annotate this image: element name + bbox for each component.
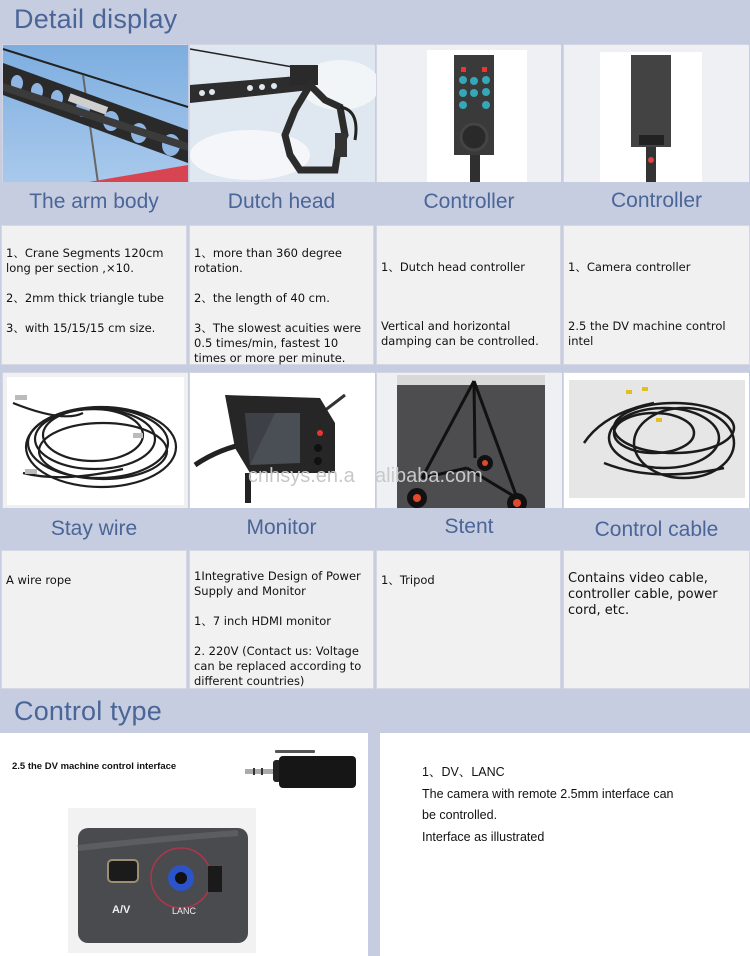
stay-wire-image — [2, 372, 187, 508]
watermark-text: alibaba.com — [375, 465, 483, 487]
control-type-line: The camera with remote 2.5mm interface can — [422, 786, 674, 801]
lanc-port-label: LANC — [172, 906, 197, 916]
detail-row-2 — [0, 370, 750, 692]
interface-caption: 2.5 the DV machine control interface — [12, 761, 177, 772]
control-type-description-panel — [380, 733, 750, 956]
stent-image — [376, 372, 561, 508]
item-title: Stent — [375, 508, 563, 550]
item-description: 1、Camera controller 2.5 the DV machine control intel — [563, 225, 750, 365]
interface-illustration-panel — [0, 733, 368, 956]
item-description: A wire rope — [1, 550, 187, 689]
item-description: 1、Dutch head controller Vertical and horizontal damping can be controlled. — [376, 225, 561, 365]
item-description: 1、more than 360 degree rotation. 2、the length of 40 cm. 3、The slowest acuities were 0.5 times/min, fastest 10 times or more per minute. — [189, 225, 374, 365]
item-title: Control cable — [563, 508, 750, 550]
av-port-label: A/V — [112, 904, 131, 916]
item-description: 1、Tripod — [376, 550, 561, 689]
item-description: 1Integrative Design of Power Supply and Monitor 1、7 inch HDMI monitor 2. 220V (Contact us: Voltage can be replaced according to different countries) — [189, 550, 374, 689]
section-title: Detail display — [14, 4, 178, 34]
lanc-port-image — [68, 808, 256, 953]
item-title: The arm body — [0, 182, 188, 222]
controller-image-1 — [376, 44, 560, 182]
monitor-image — [189, 372, 374, 508]
item-description: 1、Crane Segments 120cm long per section ,×10. 2、2mm thick triangle tube 3、with 15/15/15 cm size. — [1, 225, 187, 365]
detail-row-1 — [0, 42, 750, 367]
controller-image-2 — [563, 44, 748, 182]
item-title: Controller — [563, 182, 750, 220]
control-type-line: Interface as illustrated — [422, 829, 545, 844]
item-title: Dutch head — [188, 182, 375, 222]
control-type-line: 1、DV、LANC — [422, 765, 505, 779]
jack-plug-image — [245, 750, 360, 795]
arm-body-image — [2, 44, 187, 182]
watermark-text: cnhsys.en.a — [248, 465, 355, 487]
item-title: Stay wire — [0, 508, 188, 550]
section-header-control-type — [0, 693, 750, 735]
section-header-detail-display — [0, 0, 750, 42]
dutch-head-image — [189, 44, 374, 182]
item-title: Monitor — [188, 508, 375, 550]
control-cable-image — [563, 372, 748, 508]
control-type-line: be controlled. — [422, 808, 498, 822]
item-title: Controller — [375, 182, 563, 222]
section-title: Control type — [14, 696, 162, 726]
item-description: Contains video cable, controller cable, power cord, etc. — [563, 550, 750, 689]
